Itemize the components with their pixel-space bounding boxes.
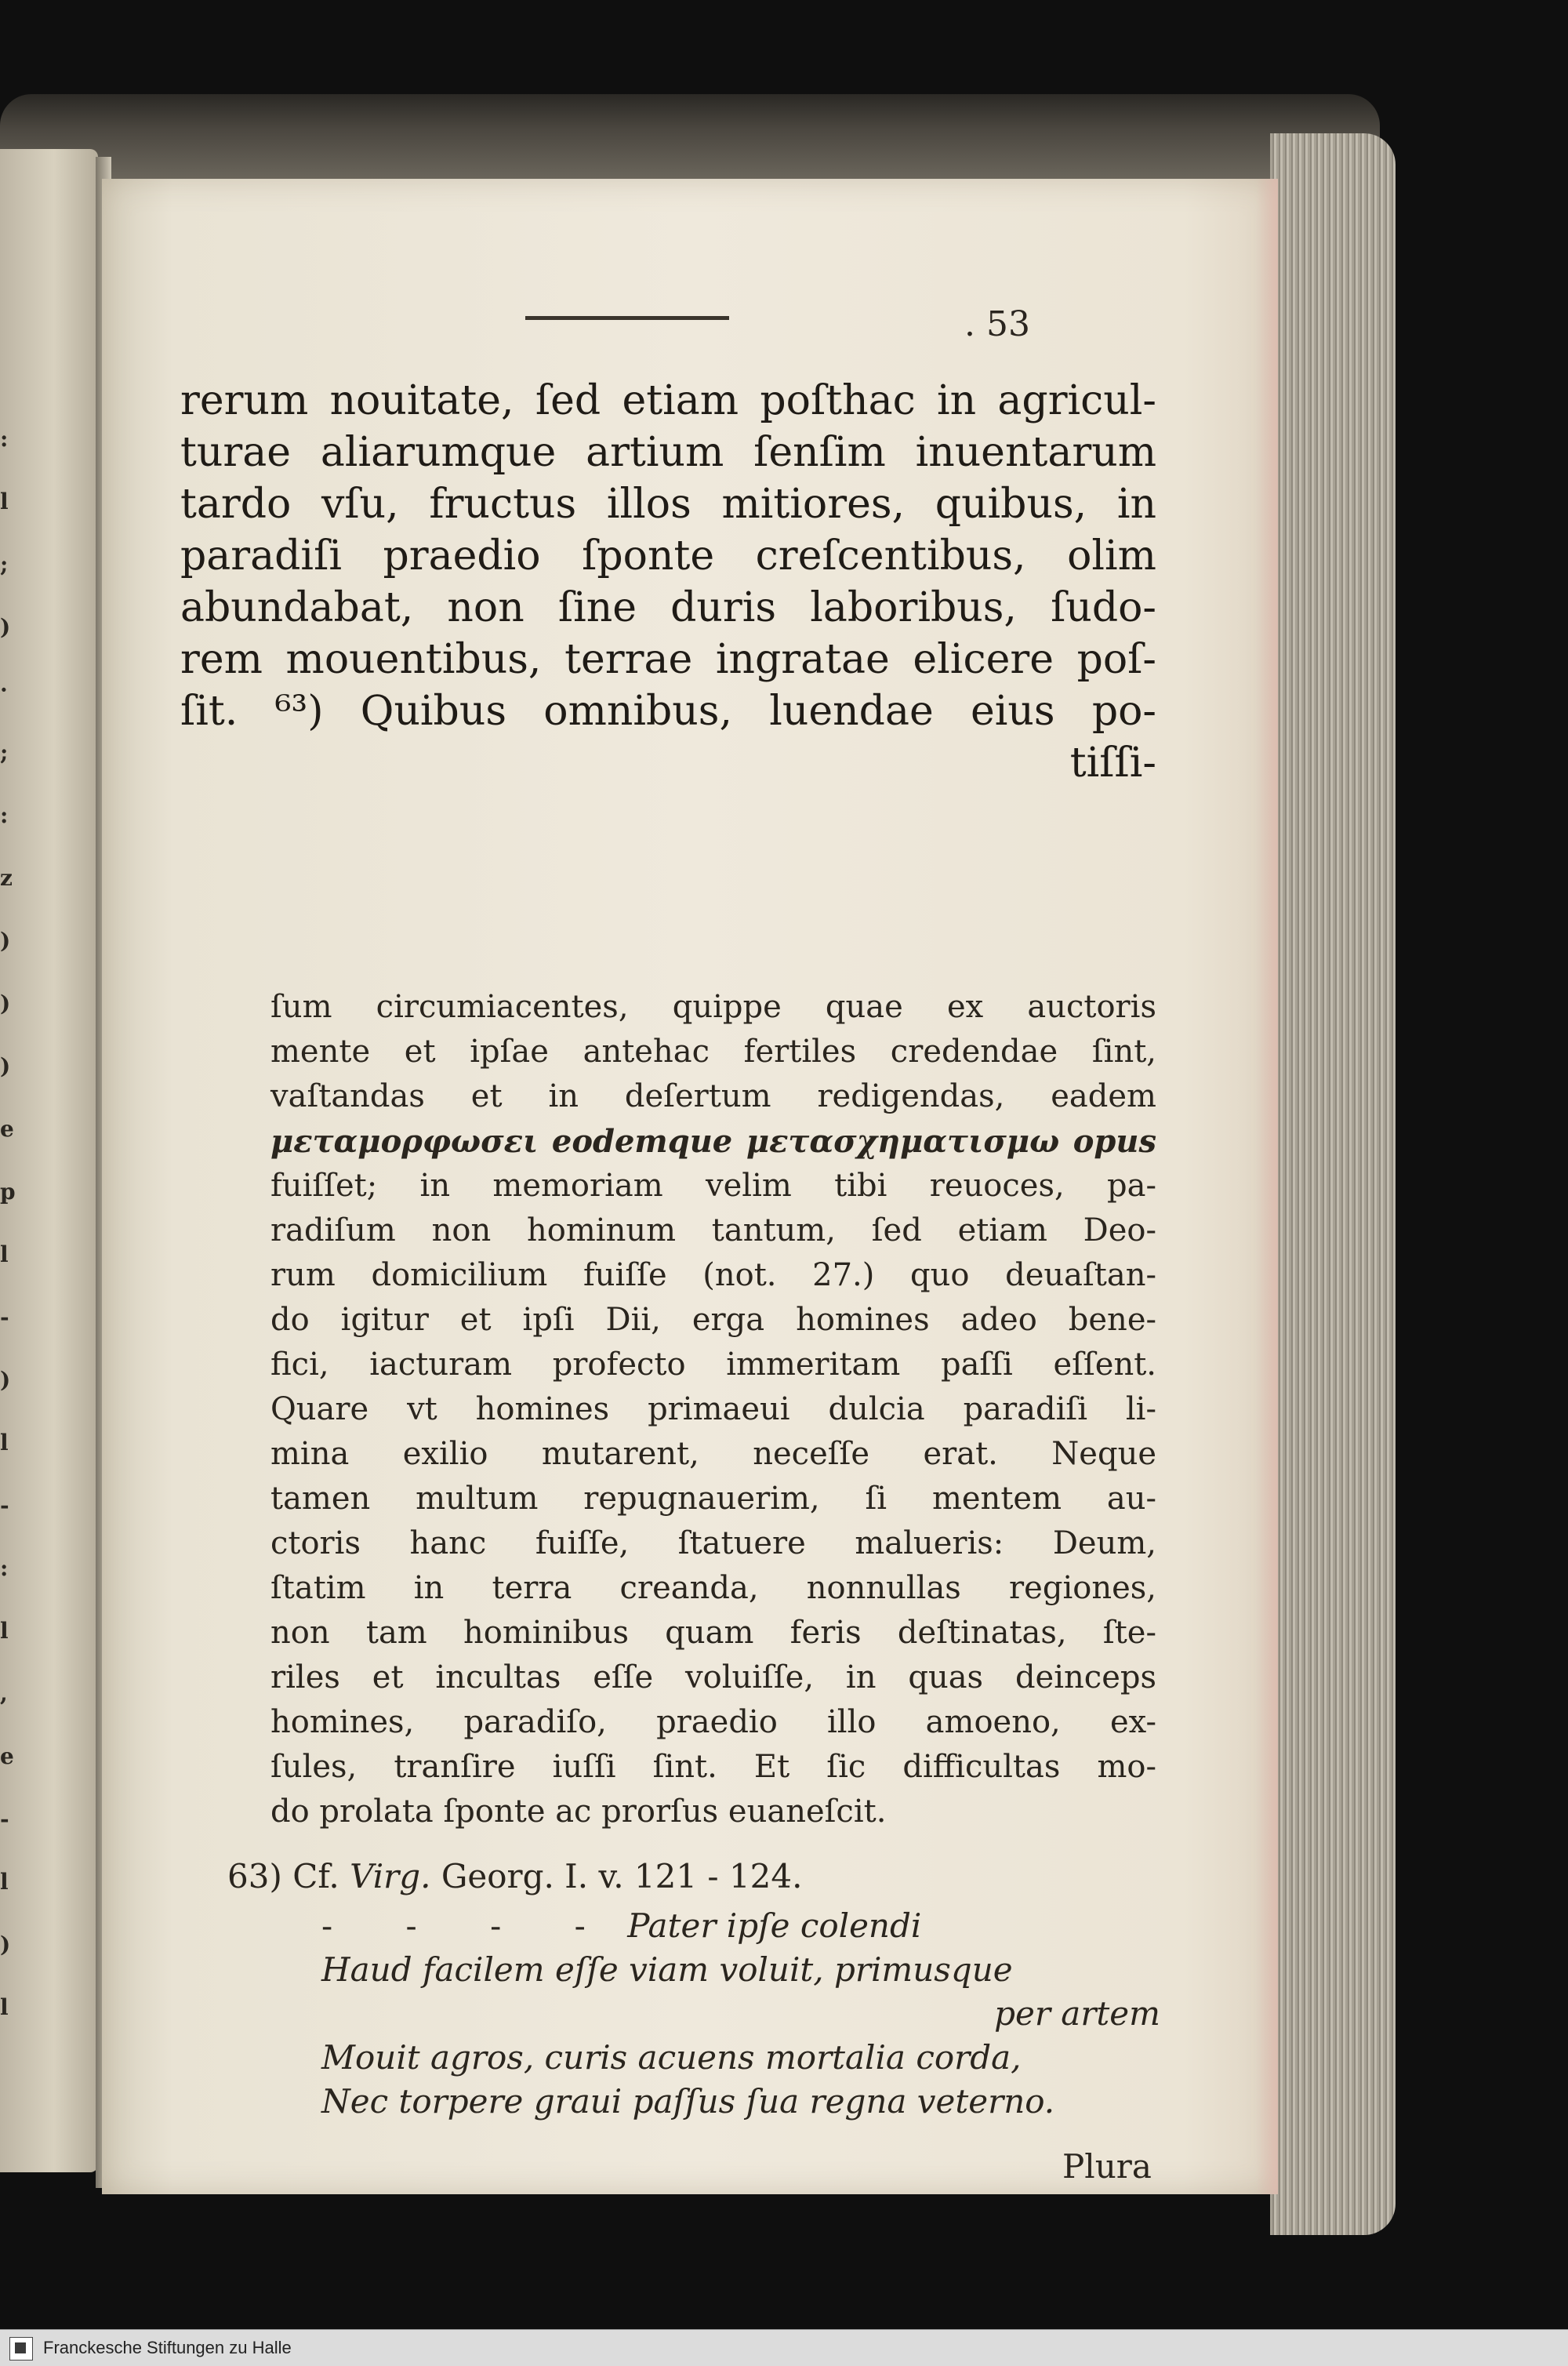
verse-line-2: Haud facilem eſſe viam voluit, primusque: [321, 1950, 1013, 1989]
note-line: fuiſſet; in memoriam velim tibi reuoces, pa-: [270, 1168, 1156, 1204]
main-text-line: rem mouentibus, terrae ingratae elicere poſ-: [180, 636, 1156, 683]
main-text-block: [180, 375, 1156, 789]
verse-line-5: Nec torpere graui paſſus ſua regna veterno.: [321, 2082, 1055, 2121]
book-page: [102, 179, 1278, 2194]
main-text-line: ſit. ⁶³) Quibus omnibus, luendae eius po-: [180, 688, 1156, 735]
verse-quotation: [321, 1904, 1160, 2124]
left-page-edge: [0, 149, 98, 2172]
note-line: ctoris hanc fuiſſe, ſtatuere malueris: Deum,: [270, 1525, 1156, 1561]
footer-institution: Franckesche Stiftungen zu Halle: [43, 2338, 292, 2357]
verse-dashes: - - - -: [321, 1906, 617, 1945]
note-line: Quare vt homines primaeui dulcia paradiſi li-: [270, 1391, 1156, 1427]
note-line: ſules, tranſire iuſſi ſint. Et ſic difficultas mo-: [270, 1749, 1156, 1785]
note-line: radiſum non hominum tantum, ſed etiam Deo-: [270, 1212, 1156, 1248]
catchword: Plura: [1062, 2147, 1152, 2186]
footnote-mark: 63): [227, 1857, 282, 1895]
note-line: tamen multum repugnauerim, ſi mentem au-: [270, 1481, 1156, 1517]
verse-line-1: [321, 1904, 1160, 1948]
note-line: non tam hominibus quam feris deſtinatas, ſte-: [270, 1615, 1156, 1651]
page-number: . 53: [964, 304, 1030, 344]
page-edge-tint: [1256, 179, 1278, 2194]
main-text-line: turae aliarumque artium ſenſim inuentarum: [180, 429, 1156, 476]
verse-line-1-text: Pater ipſe colendi: [627, 1906, 922, 1945]
note-line: vaſtandas et in deſertum redigendas, eadem: [270, 1078, 1156, 1114]
footnote-author: Virg.: [350, 1857, 431, 1895]
note-line: mina exilio mutarent, neceſſe erat. Neque: [270, 1436, 1156, 1472]
note-line-greek: μεταμορφωσει eodemque μετασχηματισμω opus: [270, 1123, 1156, 1160]
note-line: ſtatim in terra creanda, nonnullas regiones,: [270, 1570, 1156, 1606]
note-line: ſum circumiacentes, quippe quae ex auctoris: [270, 989, 1156, 1025]
main-text-line: paradiſi praedio ſponte creſcentibus, olim: [180, 532, 1156, 580]
note-line: fici, iacturam profecto immeritam paſſi eſſent.: [270, 1347, 1156, 1383]
header-rule: [525, 316, 729, 320]
verse-line-3: per artem: [994, 1994, 1160, 2033]
footnote-cf: Cf.: [292, 1857, 339, 1895]
verse-line-4: Mouit agros, curis acuens mortalia corda,: [321, 2038, 1022, 2077]
note-line: do prolata ſponte ac prorſus euaneſcit.: [270, 1794, 887, 1830]
note-line: rum domicilium fuiſſe (not. 27.) quo deuaſtan-: [270, 1257, 1156, 1293]
main-catchword: tiſſi-: [1069, 740, 1156, 787]
footnote-ref: Georg. I. v. 121 - 124.: [441, 1857, 803, 1895]
main-text-line: abundabat, non ſine duris laboribus, ſudo-: [180, 584, 1156, 631]
book-top-edge: [0, 94, 1380, 180]
footer-bar: [0, 2329, 1568, 2366]
main-text-line: rerum nouitate, ſed etiam poſthac in agricul-: [180, 377, 1156, 424]
institution-logo-icon: [9, 2337, 33, 2361]
note-text-block: [270, 985, 1156, 1834]
note-line: riles et incultas eſſe voluiſſe, in quas deinceps: [270, 1659, 1156, 1695]
note-line: homines, paradiſo, praedio illo amoeno, ex-: [270, 1704, 1156, 1740]
main-text-line: tardo vſu, fructus illos mitiores, quibus, in: [180, 481, 1156, 528]
note-line: do igitur et ipſi Dii, erga homines adeo bene-: [270, 1302, 1156, 1338]
left-page-bleed-marks: : l ; ) · ; : z ) ) ) e p l - ) l - : l , e - l ) l: [0, 426, 16, 2020]
note-line: mente et ipſae antehac fertiles credendae ſint,: [270, 1034, 1156, 1070]
footnote-reference: [227, 1857, 802, 1895]
page-stack-edge: [1270, 133, 1396, 2235]
